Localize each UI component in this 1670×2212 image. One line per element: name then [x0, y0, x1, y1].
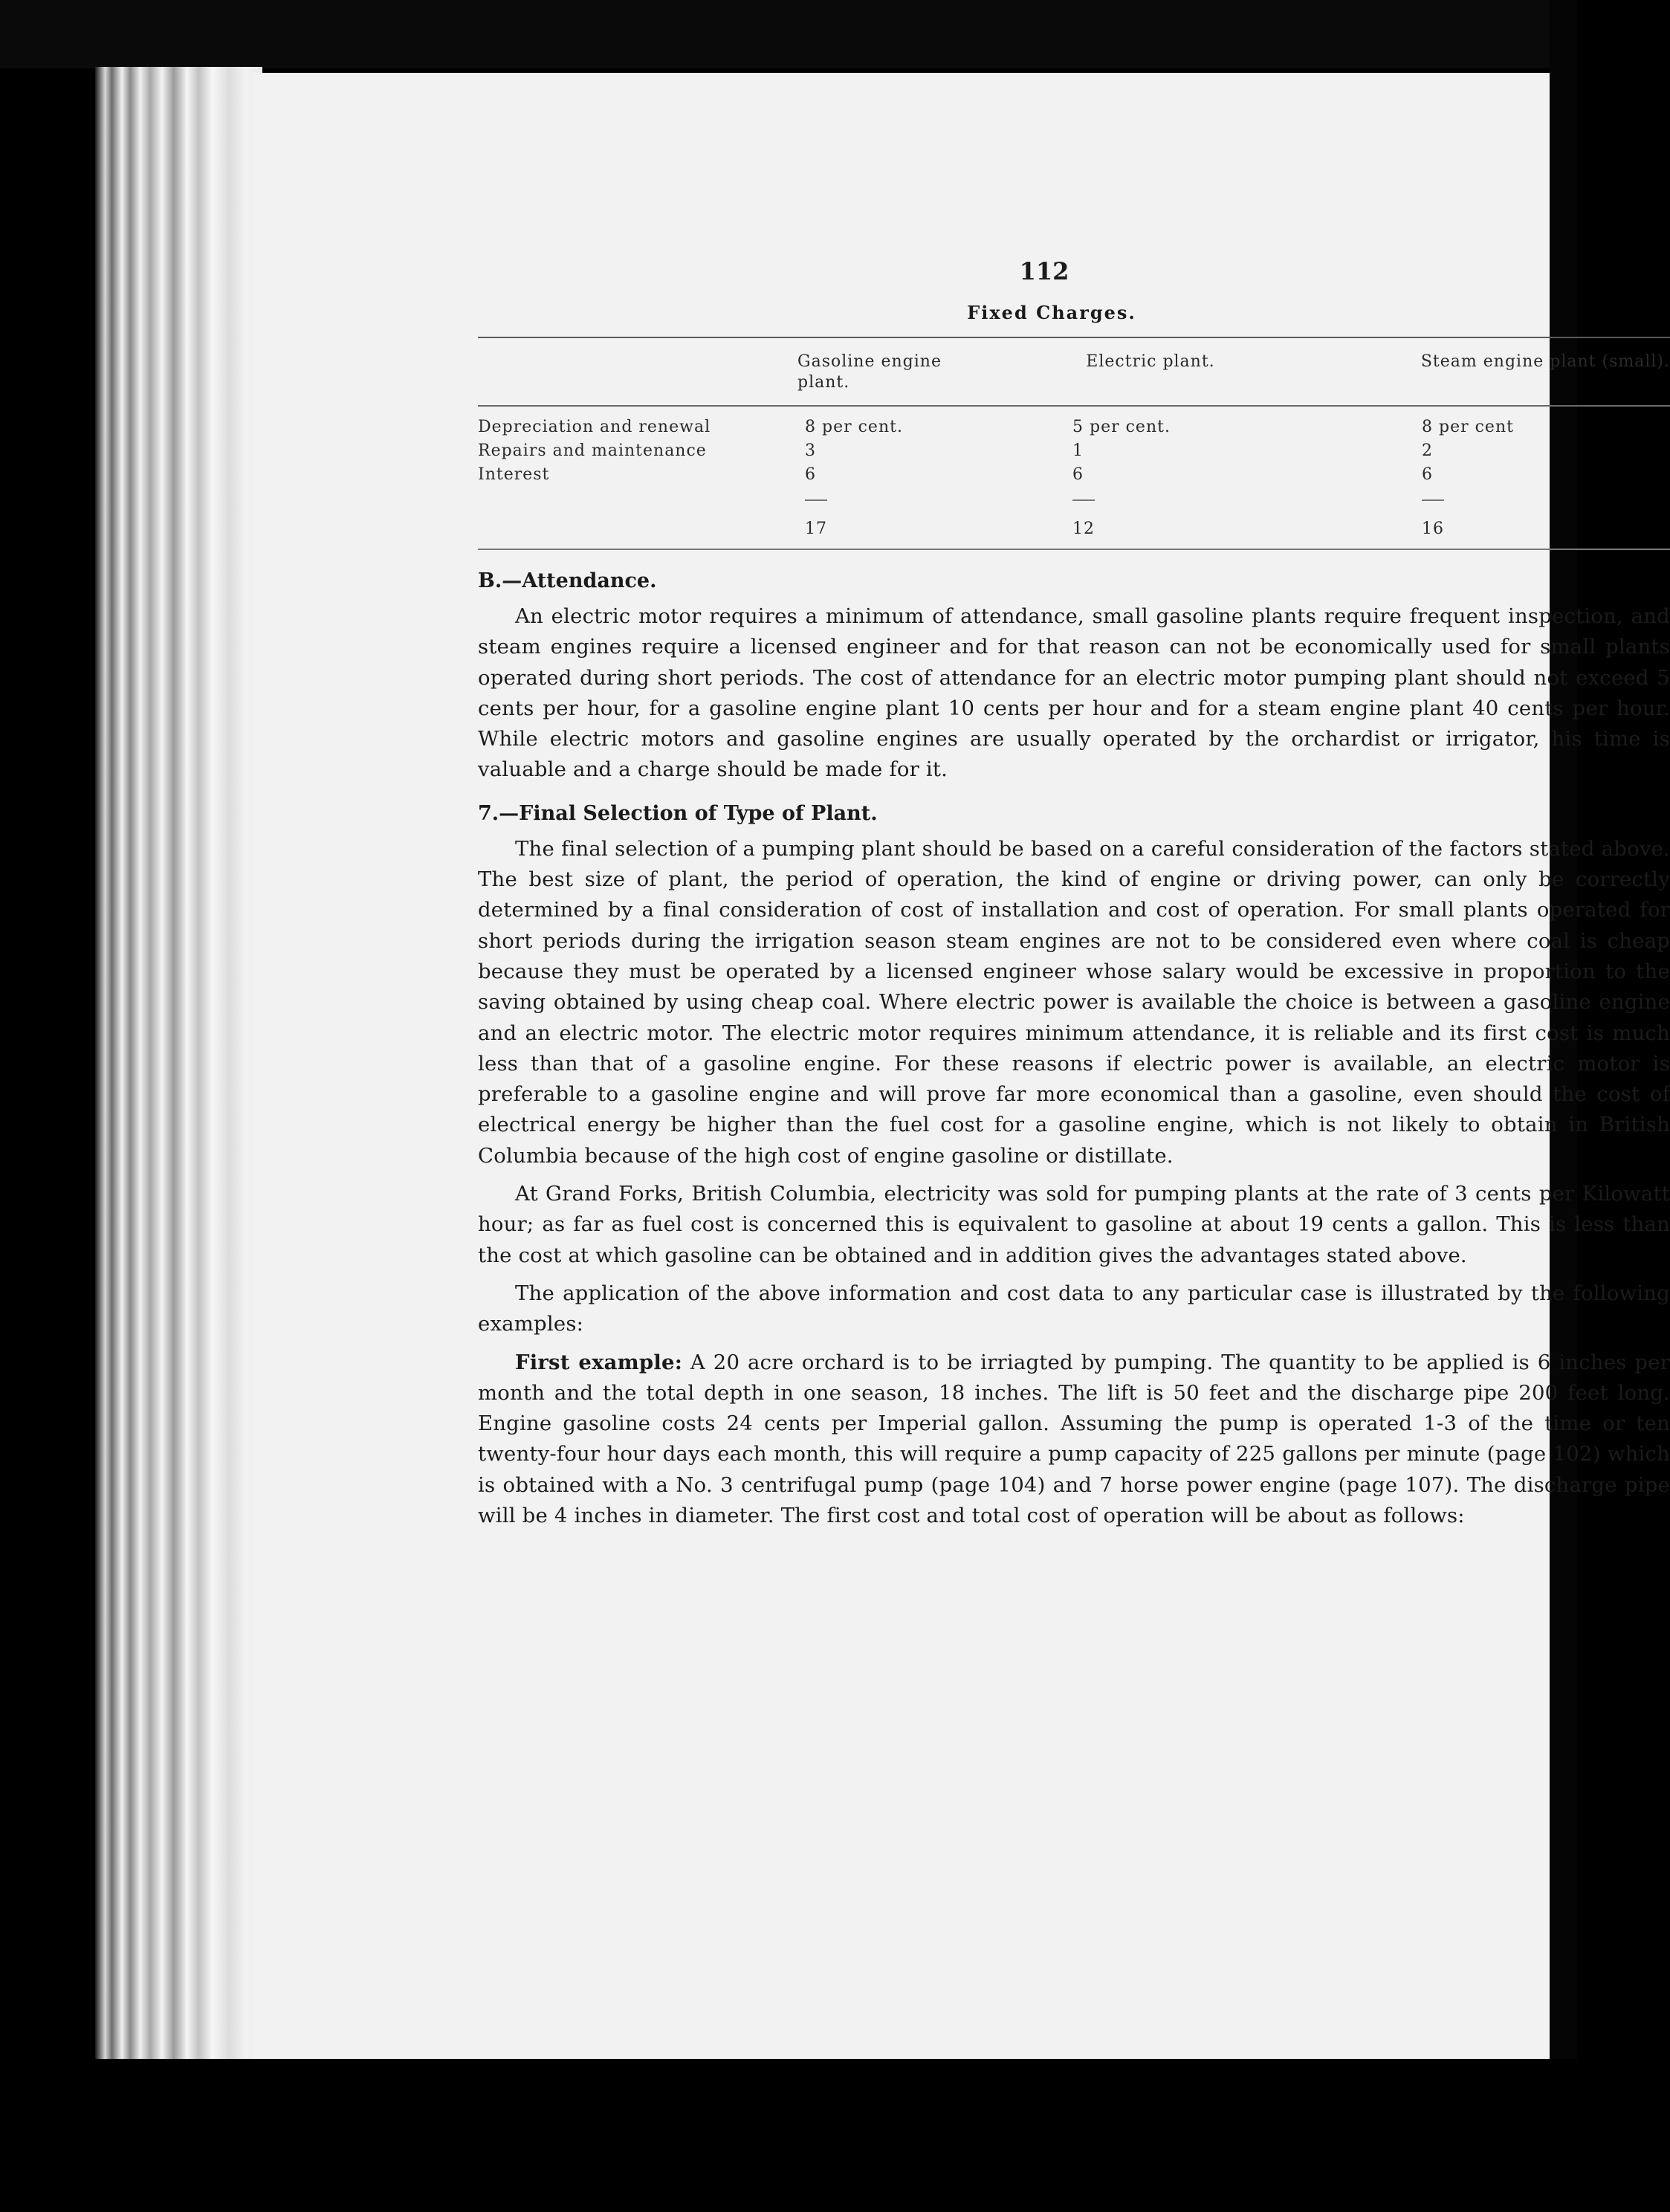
section-b-paragraph: An electric motor requires a minimum of attendance, small gasoline plants require frequent inspection, and steam engines require a licensed engineer and for that reason can not be economically used for small plants operated during short periods. The cost of attendance for an electric motor pumping plant should not exceed 5 cents per hour, for a gasoline engine plant 10 cents per hour and for a steam engine plant 40 cents per hour. While electric motors and gasoline engines are usually operated by the orchardist or irrigator, his time is valuable and a charge should be made for it. — [478, 604, 1670, 782]
row-label: Repairs and maintenance — [478, 442, 707, 460]
sum-rule-row — [478, 487, 1670, 502]
cell-electric: 5 per cent. — [1072, 418, 1171, 436]
cell-steam: 8 per cent — [1422, 418, 1514, 436]
sum-rule — [1072, 499, 1095, 501]
page-content — [478, 257, 1670, 1542]
total-electric: 12 — [991, 502, 1310, 549]
first-example-text: A 20 acre orchard is to be irriagted by pumping. The quantity to be applied is 6 inches per month and the total depth in one season, 18 inches. The lift is 50 feet and the discharge pipe 200 feet long. Engine gasoline costs 24 cents per Imperial gallon. Assuming the pump is operated 1-3 of the time or ten twenty-four hour days each month, this will require a pump capacity of 225 gallons per minute (page 102) which is obtained with a No. 3 centrifugal pump (page 104) and 7 horse power engine (page 107). The discharge pipe will be 4 inches in diameter. The first cost and total cost of operation will be about as follows: — [478, 1350, 1670, 1528]
section-b-heading: B.—Attendance. — [478, 569, 657, 592]
section-7-paragraph: At Grand Forks, British Columbia, electricity was sold for pumping plants at the rate of 3 cents per Kilowatt hour; as far as fuel cost is concerned this is equivalent to gasoline at about 19 cents a gallon. This is less than the cost at which gasoline can be obtained and in addition gives the advantages stated above. — [478, 1182, 1670, 1267]
table-header-gasoline: Gasoline engine plant. — [797, 338, 991, 406]
row-label: Interest — [478, 465, 550, 484]
sum-rule — [805, 499, 827, 501]
cell-electric: 1 — [1072, 442, 1084, 460]
total-steam: 16 — [1310, 502, 1670, 549]
cell-steam: 6 — [1422, 465, 1433, 484]
first-example-paragraph — [478, 1348, 1670, 1532]
section-7-heading: 7.—Final Selection of Type of Plant. — [478, 801, 878, 825]
book-binding-edge — [95, 67, 262, 2059]
first-example-label: First example: — [515, 1350, 683, 1374]
table-header-blank — [478, 338, 797, 406]
table-total-row — [478, 502, 1670, 549]
fixed-charges-table — [478, 338, 1670, 550]
section-7-paragraph: The final selection of a pumping plant should be based on a careful consideration of the factors stated above. The best size of plant, the period of operation, the kind of engine or driving power, can only be correctly determined by a final consideration of cost of installation and cost of operation. For small plants operated for short periods during the irrigation season steam engines are not to be considered even where coal is cheap because they must be operated by a licensed engineer whose salary would be excessive in proportion to the saving obtained by using cheap coal. Where electric power is available the choice is between a gasoline engine and an electric motor. The electric motor requires minimum attendance, it is reliable and its first cost is much less than that of a gasoline engine. For these reasons if electric power is available, an electric motor is preferable to a gasoline engine and will prove far more economical than a gasoline, even should the cost of electrical energy be higher than the fuel cost for a gasoline engine, which is not likely to obtain in British Columbia because of the high cost of engine gasoline or distillate. — [478, 836, 1670, 1168]
scan-bottom-border — [0, 2059, 1577, 2212]
table-row — [478, 439, 1670, 463]
page-number: 112 — [1019, 257, 1069, 285]
cell-electric: 6 — [1072, 465, 1084, 484]
sum-rule — [1422, 499, 1444, 501]
cell-gasoline: 8 per cent. — [805, 418, 903, 436]
table-header-electric: Electric plant. — [991, 338, 1310, 406]
table-title: Fixed Charges. — [967, 302, 1136, 323]
cell-gasoline: 3 — [805, 442, 816, 460]
row-label: Depreciation and renewal — [478, 418, 711, 436]
document-page — [253, 73, 1670, 2089]
scan-top-border — [0, 0, 1577, 68]
cell-gasoline: 6 — [805, 465, 816, 484]
table-row — [478, 463, 1670, 487]
cell-steam: 2 — [1422, 442, 1433, 460]
section-7-paragraph: The application of the above information and cost data to any particular case is illustrated by the following examples: — [478, 1281, 1670, 1336]
table-header-row — [478, 338, 1670, 406]
table-header-steam: Steam engine plant (small). — [1310, 338, 1670, 406]
table-row — [478, 406, 1670, 439]
total-gasoline: 17 — [797, 502, 991, 549]
